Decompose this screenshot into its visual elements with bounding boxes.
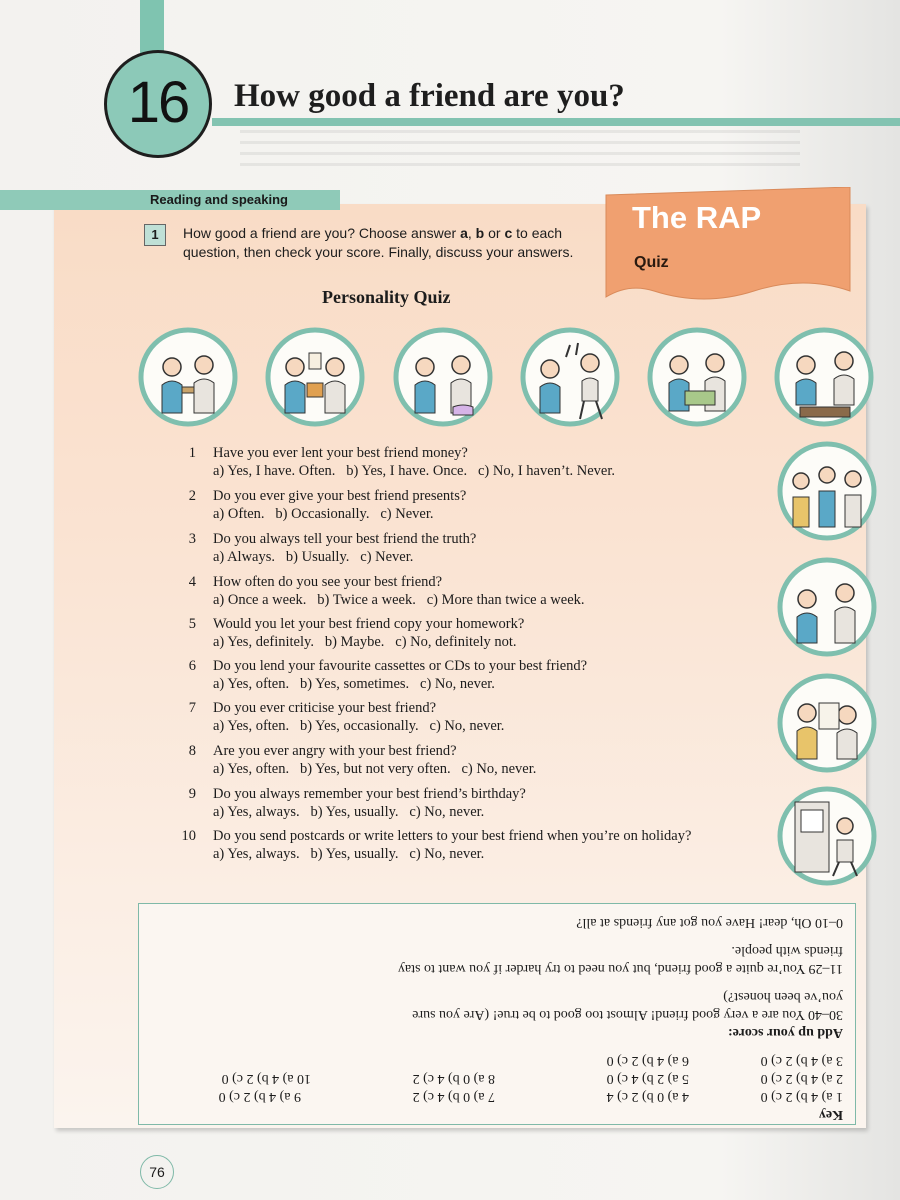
key-line: 9 a) 4 b) 2 c) 0 [218, 1089, 301, 1104]
question-number: 3 [188, 531, 196, 547]
friends-present-illustration [265, 327, 365, 427]
question-number: 8 [188, 743, 196, 759]
key-line: 8 a) 0 b) 4 c) 2 [412, 1071, 495, 1086]
key-line: 6 a) 4 b) 2 c) 0 [606, 1053, 689, 1068]
friends-cds-illustration [774, 327, 874, 427]
question-number: 10 [181, 828, 196, 844]
score-heading: Add up your score: [727, 1025, 843, 1040]
friends-wave-illustration [520, 327, 620, 427]
key-line: 5 a) 2 b) 4 c) 0 [606, 1071, 689, 1086]
chapter-badge [104, 50, 212, 158]
question-text: How often do you see your best friend? [213, 574, 443, 590]
question-options: a) Often. b) Occasionally. c) Never. [213, 506, 434, 522]
key-line: 7 a) 0 b) 4 c) 2 [412, 1089, 495, 1104]
chapter-title: How good a friend are you? [234, 78, 625, 114]
section-label: Reading and speaking [150, 192, 288, 207]
question-number: 5 [188, 616, 196, 632]
question-options: a) Yes, always. b) Yes, usually. c) No, never. [213, 804, 485, 820]
rap-title: The RAP [632, 200, 762, 235]
question-options: a) Yes, often. b) Yes, sometimes. c) No, never. [213, 676, 495, 692]
friends-homework-illustration [647, 327, 747, 427]
quiz-heading: Personality Quiz [322, 287, 451, 307]
chapter-number: 16 [127, 70, 189, 135]
score-band-low: 0–10 Oh, dear! Have you got any friends at all? [576, 915, 843, 930]
friends-truth-illustration [393, 327, 493, 427]
question-number: 7 [188, 700, 196, 716]
key-line: 3 a) 4 b) 2 c) 0 [760, 1053, 843, 1068]
question-number: 4 [188, 574, 196, 590]
friends-birthday-illustration [777, 673, 877, 773]
question-options: a) Always. b) Usually. c) Never. [213, 549, 414, 565]
question-text: Do you always tell your best friend the truth? [213, 531, 477, 547]
question-options: a) Once a week. b) Twice a week. c) More than twice a week. [213, 592, 585, 608]
title-rule [212, 118, 900, 126]
friends-money-illustration [138, 327, 238, 427]
question-options: a) Yes, I have. Often. b) Yes, I have. Once. c) No, I haven’t. Never. [213, 463, 615, 479]
answer-key-box [138, 903, 856, 1125]
question-text: Do you lend your favourite cassettes or CDs to your best friend? [213, 658, 588, 674]
key-line: 10 a) 4 b) 2 c) 0 [221, 1071, 311, 1086]
question-options: a) Yes, always. b) Yes, usually. c) No, never. [213, 846, 485, 862]
question-number: 6 [188, 658, 196, 674]
question-text: Would you let your best friend copy your homework? [213, 616, 525, 632]
question-text: Do you ever criticise your best friend? [213, 700, 437, 716]
score-band-mid: 11–29 You’re quite a good friend, but you need to try harder if you want to stay [397, 961, 843, 976]
page-number: 76 [140, 1155, 174, 1189]
score-band-mid-cont: friends with people. [731, 943, 843, 958]
score-band-high: 30–40 You are a very good friend! Almost too good to be true! (Are you sure [412, 1007, 843, 1022]
question-text: Do you always remember your best friend’s birthday? [213, 786, 526, 802]
question-number: 1 [188, 445, 196, 461]
question-text: Do you send postcards or write letters to your best friend when you’re on holiday? [213, 828, 692, 844]
show-through-text [240, 130, 800, 170]
question-text: Are you ever angry with your best friend? [213, 743, 457, 759]
question-number: 9 [188, 786, 196, 802]
exercise-number: 1 [144, 224, 166, 246]
question-number: 2 [188, 488, 196, 504]
score-band-high-cont: you’ve been honest?) [723, 989, 843, 1004]
rap-subtitle: Quiz [634, 254, 669, 271]
key-line: 4 a) 0 b) 2 c) 4 [606, 1089, 689, 1104]
friends-angry-illustration [777, 557, 877, 657]
question-text: Do you ever give your best friend presents? [213, 488, 467, 504]
question-options: a) Yes, often. b) Yes, occasionally. c) No, never. [213, 718, 505, 734]
answer-key-rotated [139, 904, 857, 1126]
friends-criticise-illustration [777, 441, 877, 541]
key-line: 2 a) 4 b) 2 c) 0 [760, 1071, 843, 1086]
key-heading: Key [818, 1107, 843, 1122]
question-options: a) Yes, definitely. b) Maybe. c) No, definitely not. [213, 634, 517, 650]
exercise-instruction: How good a friend are you? Choose answer a, b or c to each question, then check your score. Finally, discuss your answers. [183, 225, 574, 260]
question-text: Have you ever lent your best friend money? [213, 445, 468, 461]
key-line: 1 a) 4 b) 2 c) 0 [760, 1089, 843, 1104]
question-options: a) Yes, often. b) Yes, but not very often. c) No, never. [213, 761, 537, 777]
friends-postcard-illustration [777, 786, 877, 886]
